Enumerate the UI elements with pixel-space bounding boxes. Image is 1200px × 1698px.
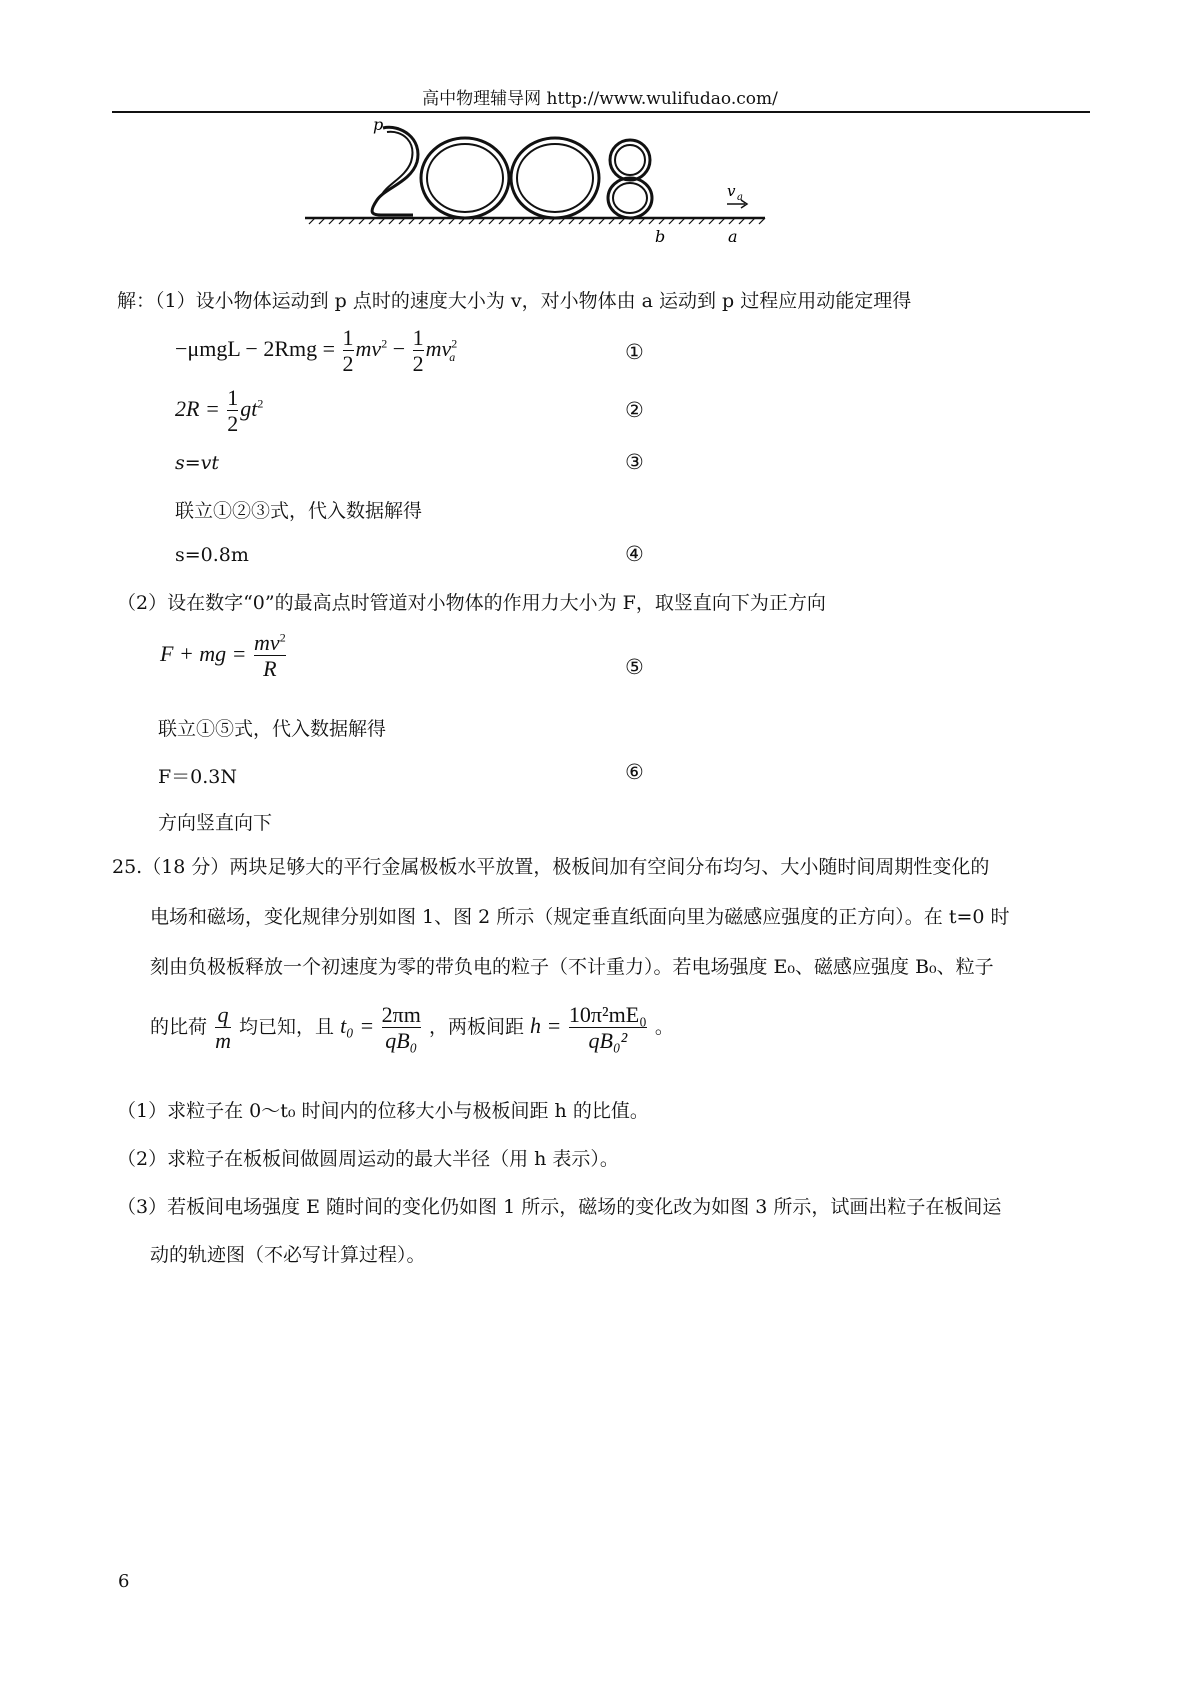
label-va: v — [727, 182, 736, 200]
label-va-sub: a — [737, 192, 743, 203]
problem25-line3: 刻由负极板释放一个初速度为零的带负电的粒子（不计重力）。若电场强度 E₀、磁感应强度 B₀、粒子 — [150, 956, 994, 978]
part2-intro: （2）设在数字“0”的最高点时管道对小物体的作用力大小为 F，取竖直向下为正方向 — [117, 592, 826, 614]
equation-mark-2: ② — [625, 398, 644, 422]
track-figure — [305, 120, 825, 260]
equation-3: s=vt — [175, 452, 220, 474]
question-3b: 动的轨迹图（不必写计算过程）。 — [150, 1244, 426, 1266]
header-rule — [112, 111, 1090, 113]
solution-intro: 解：（1）设小物体运动到 p 点时的速度大小为 v，对小物体由 a 运动到 p 过程应用动能定理得 — [117, 290, 912, 312]
equation-6: F＝0.3N — [158, 766, 238, 788]
label-b: b — [655, 227, 666, 246]
question-1: （1）求粒子在 0～t₀ 时间内的位移大小与极板间距 h 的比值。 — [117, 1100, 649, 1122]
label-a: a — [728, 227, 738, 246]
page-number: 6 — [118, 1571, 130, 1592]
combine-1: 联立①②③式，代入数据解得 — [175, 500, 423, 522]
problem25-line1: 25.（18 分）两块足够大的平行金属极板水平放置，极板间加有空间分布均匀、大小随时间周期性变化的 — [112, 856, 990, 878]
equation-mark-3: ③ — [625, 450, 644, 474]
page-header: 高中物理辅导网 http://www.wulifudao.com/ — [422, 89, 778, 109]
equation-mark-5: ⑤ — [625, 655, 644, 679]
problem25-line4: 的比荷 $\frac{q}{m}$ 均已知，且 t₀ = $\frac{2\pi m}{\text{qB₀}}$ ，两板间距 h = $\frac{\text{10π²mE₀}}{\text{qB₀²}}$ 。 — [150, 1002, 674, 1054]
problem25-line2: 电场和磁场，变化规律分别如图 1、图 2 所示（规定垂直纸面向里为磁感应强度的正方向）。在 t=0 时 — [150, 906, 1010, 928]
equation-mark-4: ④ — [625, 542, 644, 566]
question-2: （2）求粒子在板板间做圆周运动的最大半径（用 h 表示）。 — [117, 1148, 619, 1170]
question-3a: （3）若板间电场强度 E 随时间的变化仍如图 1 所示，磁场的变化改为如图 3 所示，试画出粒子在板间运 — [117, 1196, 1002, 1218]
equation-mark-1: ① — [625, 340, 644, 364]
direction-text: 方向竖直向下 — [158, 812, 273, 834]
combine-2: 联立①⑤式，代入数据解得 — [158, 718, 387, 740]
equation-mark-6: ⑥ — [625, 760, 644, 784]
equation-2: 2R = $\frac{1}{2}$ $gt^2$ — [175, 385, 264, 437]
equation-4: s=0.8m — [175, 544, 249, 566]
track-2008-drawing — [372, 127, 652, 218]
equation-5: F + mg = $\frac{mv^2}{R}$ — [160, 630, 286, 682]
label-p: p — [373, 120, 384, 134]
equation-1: −μmgL − 2Rmg = $\frac{1}{2}$ $mv^2$ − $\frac{1}{2}$ $mv^2_a$ — [175, 325, 458, 377]
